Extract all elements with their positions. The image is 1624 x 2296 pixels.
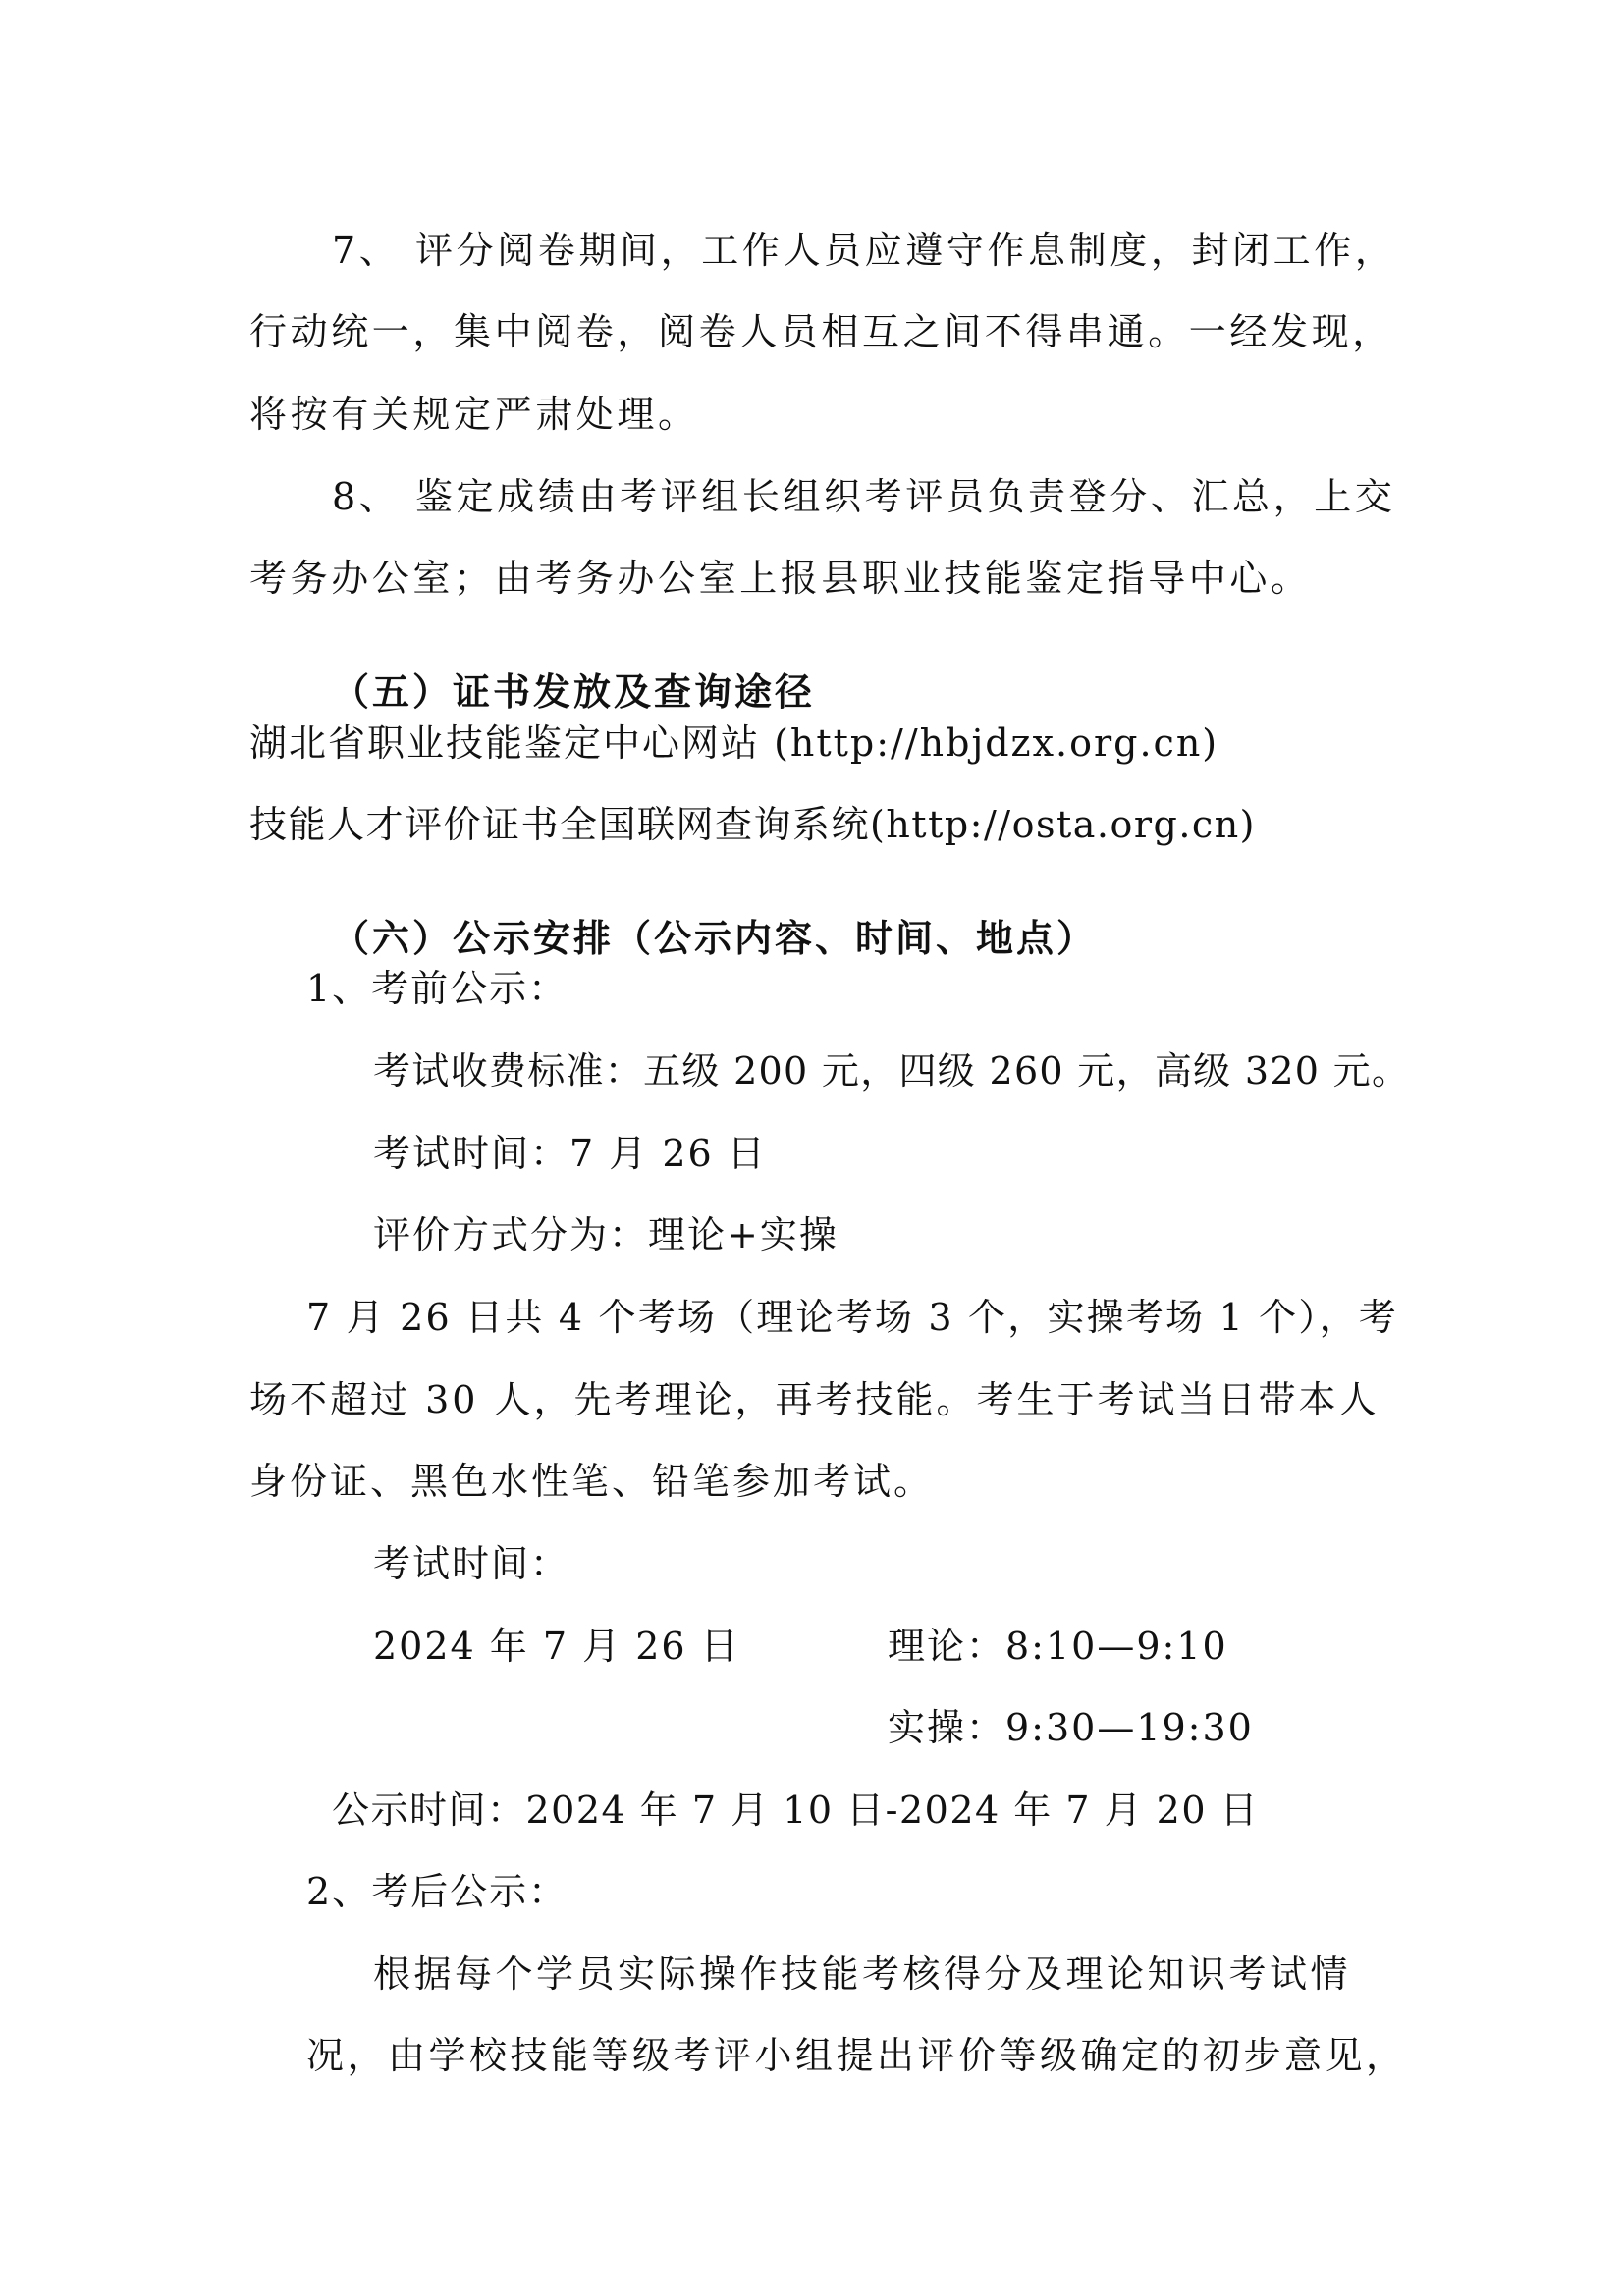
post-exam-notice-label: 2、考后公示： [306, 1870, 568, 1913]
paragraph-7-line-1: 7、 评分阅卷期间，工作人员应遵守作息制度，封闭工作， [332, 229, 1396, 272]
evaluation-method-line: 评价方式分为：理论+实操 [373, 1213, 839, 1256]
hubei-skills-site-line: 湖北省职业技能鉴定中心网站 (http://hbjdzx.org.cn) [249, 721, 1219, 765]
certificate-query-heading: （五）证书发放及查询途径 [332, 668, 816, 714]
exam-venue-line-2: 场不超过 30 人，先考理论，再考技能。考生于考试当日带本人 [249, 1378, 1380, 1421]
paragraph-8-line-2: 考务办公室；由考务办公室上报县职业技能鉴定指导中心。 [249, 557, 1312, 600]
paragraph-7-line-3: 将按有关规定严肃处理。 [249, 393, 699, 436]
paragraph-8-line-1: 8、 鉴定成绩由考评组长组织考评员负责登分、汇总，上交 [332, 475, 1396, 518]
practical-exam-time: 实操：9:30—19:30 [888, 1706, 1254, 1749]
exam-venue-line-1: 7 月 26 日共 4 个考场（理论考场 3 个，实操考场 1 个），考 [306, 1296, 1398, 1339]
theory-exam-time: 理论：8:10—9:10 [888, 1625, 1228, 1668]
schedule-date: 2024 年 7 月 26 日 [373, 1625, 740, 1668]
national-query-site-line: 技能人才评价证书全国联网查询系统(http://osta.org.cn) [249, 803, 1256, 846]
paragraph-7-line-2: 行动统一，集中阅卷，阅卷人员相互之间不得串通。一经发现， [249, 310, 1393, 353]
exam-fee-line: 考试收费标准：五级 200 元，四级 260 元，高级 320 元。 [373, 1049, 1411, 1093]
public-notice-heading: （六）公示安排（公示内容、时间、地点） [332, 915, 1098, 960]
notice-period-line: 公示时间：2024 年 7 月 10 日-2024 年 7 月 20 日 [332, 1789, 1260, 1832]
pre-exam-notice-label: 1、考前公示： [306, 967, 568, 1010]
post-exam-line-1: 根据每个学员实际操作技能考核得分及理论知识考试情 [373, 1952, 1352, 1996]
exam-venue-line-3: 身份证、黑色水性笔、铅笔参加考试。 [249, 1460, 935, 1503]
post-exam-line-2: 况，由学校技能等级考评小组提出评价等级确定的初步意见， [306, 2034, 1407, 2077]
exam-date-line: 考试时间：7 月 26 日 [373, 1132, 767, 1175]
exam-time-label: 考试时间： [373, 1542, 570, 1585]
